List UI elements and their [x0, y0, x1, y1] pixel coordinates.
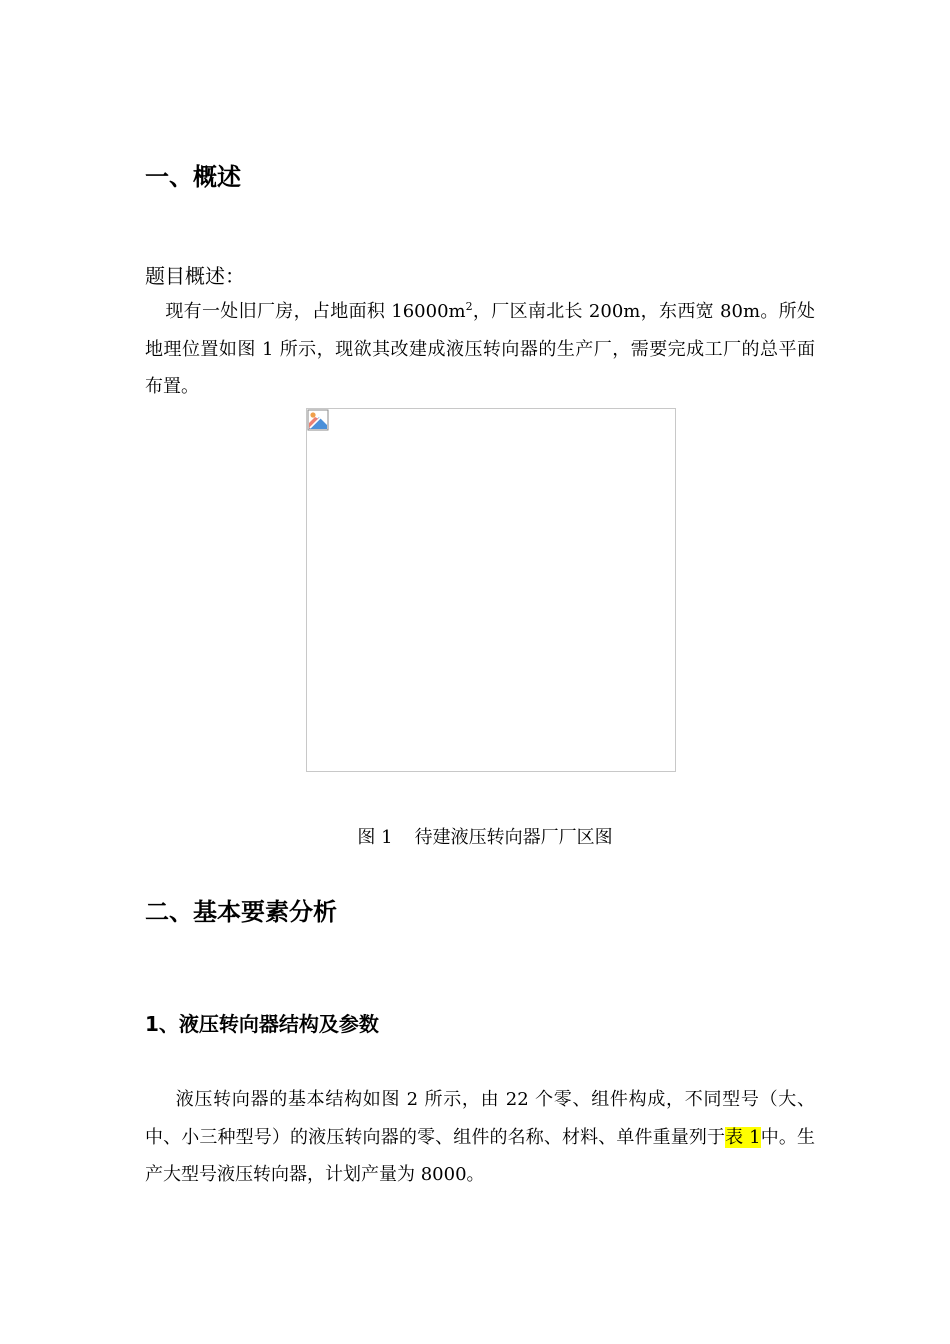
paragraph-text: 液压转向器的基本结构如图 2 所示，由 22 个零、组件构成，不同型号（大、中、小三种型号）的液压转向器的零、组件的名称、材料、单件重量列于	[145, 1089, 815, 1148]
section-heading-analysis: 二、基本要素分析	[145, 898, 337, 926]
paragraph-text: 现有一处旧厂房，占地面积 16000m	[165, 301, 466, 322]
paragraph-text: 中。生产大型号液压转向器，计划产量为 8000。	[145, 1126, 815, 1185]
paragraph-problem-description	[145, 293, 815, 406]
paragraph-structure-description	[145, 1081, 815, 1194]
section-heading-overview: 一、概述	[145, 163, 241, 191]
broken-image-icon	[307, 409, 329, 431]
figure-image-placeholder	[306, 408, 676, 772]
subheading-structure-parameters: 1、液压转向器结构及参数	[145, 1012, 379, 1036]
figure-caption	[0, 824, 950, 852]
superscript-exponent: 2	[465, 300, 473, 313]
table-reference-link[interactable]: 表 1	[725, 1126, 761, 1148]
subheading-problem-overview: 题目概述：	[145, 264, 245, 288]
figure-caption-number: 图 1	[357, 827, 393, 848]
figure-caption-text: 待建液压转向器厂厂区图	[414, 827, 613, 848]
paragraph-text: ，厂区南北长 200m，东西宽 80m。所处地理位置如图 1 所示，现欲其改建成液压转向器的生产厂，需要完成工厂的总平面布置。	[145, 301, 815, 397]
